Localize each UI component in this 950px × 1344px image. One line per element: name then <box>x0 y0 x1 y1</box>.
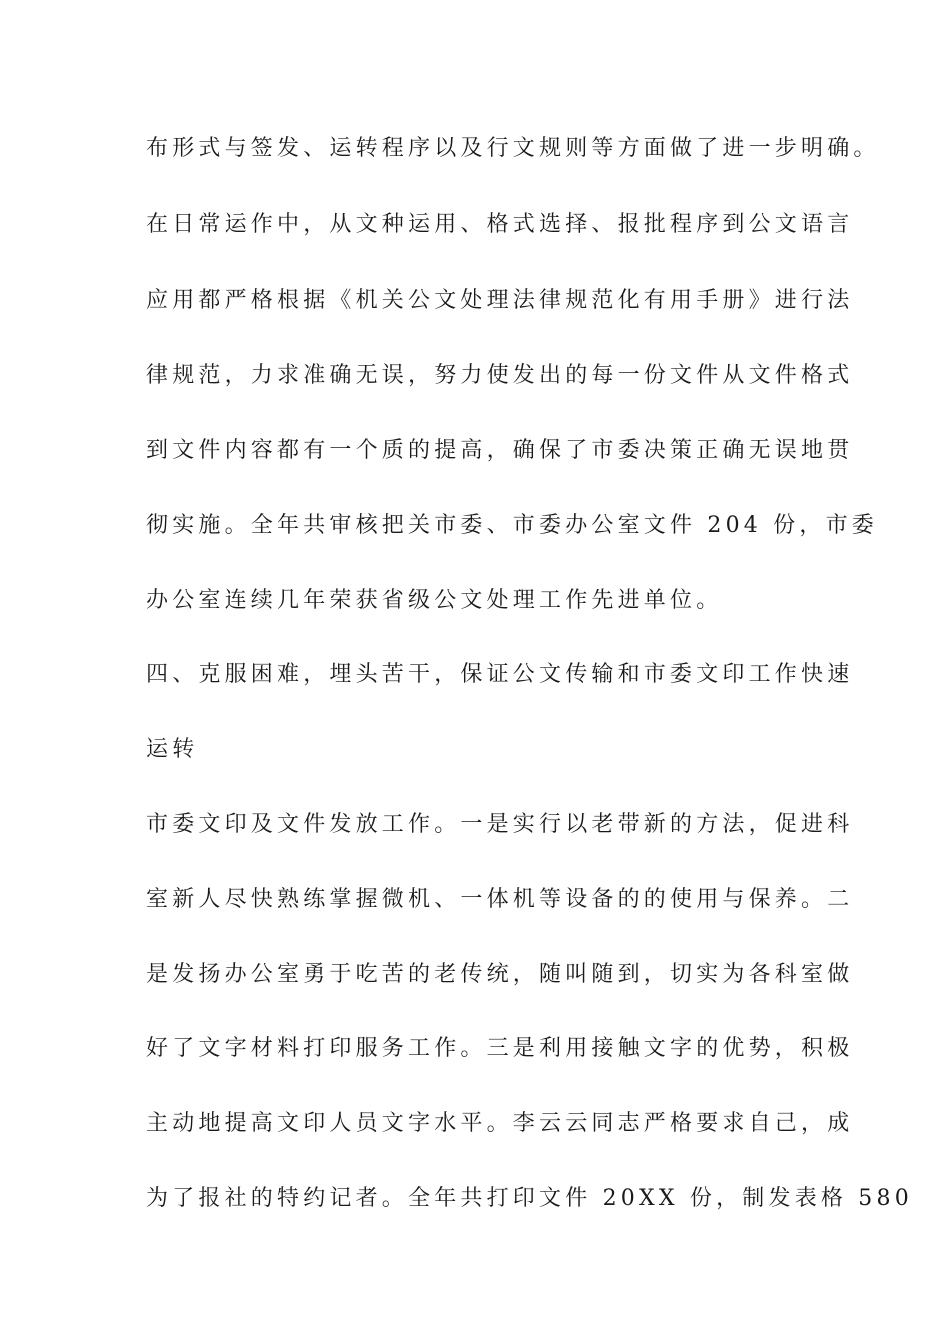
text-line-12: 是发扬办公室勇于吃苦的老传统，随叫随到，切实为各科室做 <box>146 962 854 987</box>
section-heading-line-1: 四、克服困难，埋头苦干，保证公文传输和市委文印工作快速 <box>146 662 854 687</box>
text-line-13: 好了文字材料打印服务工作。三是利用接触文字的优势，积极 <box>146 1036 854 1061</box>
text-line-10: 市委文印及文件发放工作。一是实行以老带新的方法，促进科 <box>146 812 854 837</box>
section-heading-line-2: 运转 <box>146 737 199 762</box>
text-line-14: 主动地提高文印人员文字水平。李云云同志严格要求自己，成 <box>146 1111 854 1136</box>
text-line-11: 室新人尽快熟练掌握微机、一体机等设备的的使用与保养。二 <box>146 887 854 912</box>
text-line-2: 在日常运作中，从文种运用、格式选择、报批程序到公文语言 <box>146 212 854 237</box>
text-line-7: 办公室连续几年荣获省级公文处理工作先进单位。 <box>146 588 723 613</box>
text-line-5: 到文件内容都有一个质的提高，确保了市委决策正确无误地贯 <box>146 438 854 463</box>
text-line-6: 彻实施。全年共审核把关市委、市委办公室文件 204 份，市委 <box>146 513 878 538</box>
text-line-4: 律规范，力求准确无误，努力使发出的每一份文件从文件格式 <box>146 363 854 388</box>
text-line-15: 为了报社的特约记者。全年共打印文件 20XX 份，制发表格 580 <box>146 1186 913 1211</box>
text-line-1: 布形式与签发、运转程序以及行文规则等方面做了进一步明确。 <box>146 136 880 161</box>
text-line-3: 应用都严格根据《机关公文处理法律规范化有用手册》进行法 <box>146 288 854 313</box>
